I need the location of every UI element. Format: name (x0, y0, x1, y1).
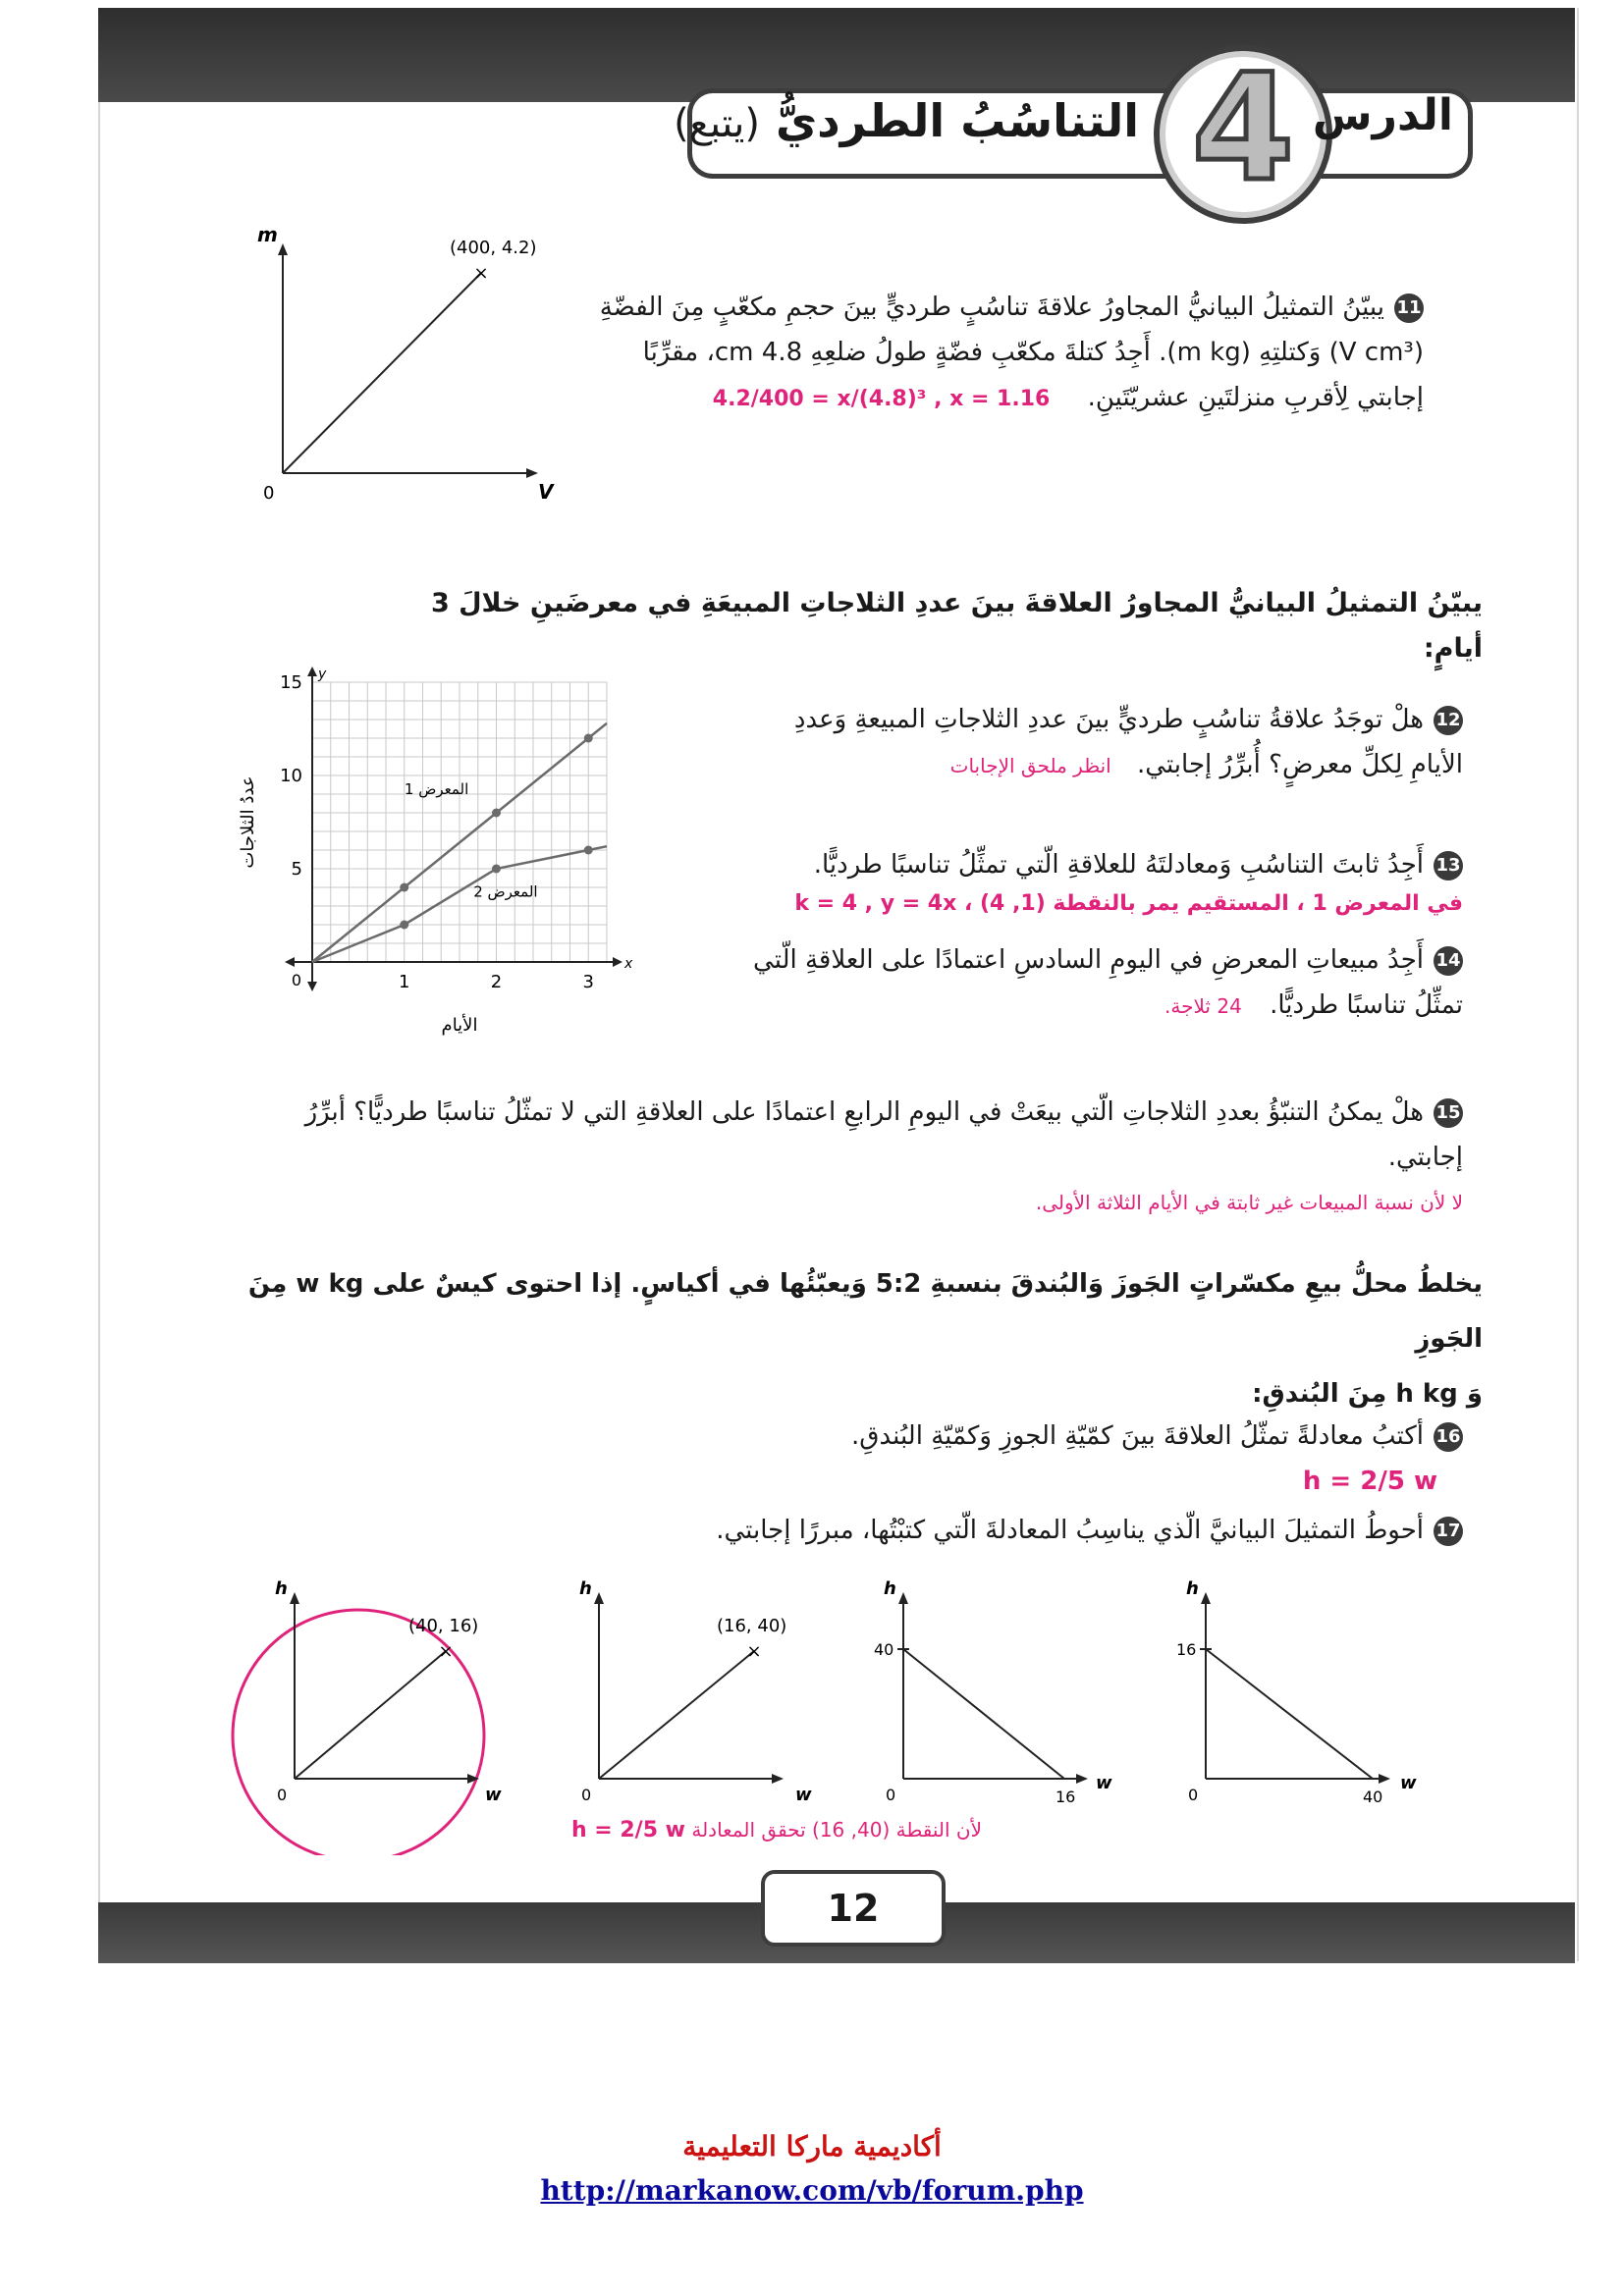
series-label-1: المعرض 1 (404, 780, 469, 798)
q11-line1 (589, 285, 1424, 330)
q17-answer (511, 1818, 982, 1842)
q17-o3-x-arrow (1076, 1774, 1088, 1784)
q11-x-label: V (538, 480, 554, 504)
q17-o4-x-arrow (1379, 1774, 1390, 1784)
credit-name: أكاديمية ماركا التعليمية (682, 2130, 942, 2163)
q11-point-mark: × (473, 263, 489, 284)
q11-y-label: m (257, 224, 278, 246)
q17-o3-x-tick: 16 (1056, 1788, 1076, 1806)
series-2-point (400, 921, 408, 930)
q17-o1-y-arrow (290, 1592, 299, 1604)
q11-point-label: (400, 4.2) (450, 238, 537, 258)
page-number: 12 (761, 1870, 946, 1947)
q17-block (589, 1508, 1463, 1553)
q11-block (589, 285, 1424, 422)
chart-y-symbol: y (318, 667, 327, 682)
q17-option-2[interactable] (579, 1578, 812, 1805)
q17-o3-y-label: h (884, 1578, 896, 1599)
q17-o2-point: (16, 40) (717, 1616, 787, 1636)
q17-o1-y-label: h (275, 1578, 288, 1599)
q13-line1 (687, 842, 1463, 887)
q17-text1: أحوطُ التمثيلَ البيانيَّ الّذي يناسِبُ المعادلةَ الّتي كتبْتُها، مبررًا إجابتي. (716, 1516, 1424, 1545)
q17-answer-text: لأن النقطة (40, 16) تحقق المعادلة (691, 1818, 982, 1842)
q16-answer: h = 2/5 w (1302, 1467, 1437, 1496)
chart-y-label: عددُ الثلاجات (238, 775, 258, 869)
chart-y-tick: 15 (280, 672, 302, 693)
q17-o4-x-label: w (1400, 1773, 1417, 1793)
q13-block (687, 842, 1463, 921)
q17-o2-origin: 0 (581, 1786, 592, 1804)
section2-intro: يبيّنُ التمثيلُ البيانيُّ المجاورُ العلاقةَ بينَ عددِ الثلاجاتِ المبيعَةِ في معرضَينِ خلالَ 3 أيامٍ: (430, 588, 1483, 664)
q17-option-4[interactable] (1176, 1578, 1417, 1806)
chart-y-arrow-down (307, 982, 317, 991)
q16-text1: أكتبُ معادلةً تمثّلُ العلاقةَ بينَ كمّيّةِ الجوزِ وَكمّيّةِ البُندقِ. (851, 1421, 1424, 1451)
q17-o4-origin: 0 (1188, 1786, 1199, 1804)
chart-x-arrow-left (285, 957, 295, 967)
q11-text1: يبيّنُ التمثيلُ البيانيُّ المجاورُ علاقةَ تناسُبٍ طرديٍّ بينَ حجمِ مكعّبٍ مِنَ الفضّةِ (599, 293, 1384, 322)
section3-intro-line1: يخلطُ محلُّ بيعِ مكسّراتٍ الجَوزَ وَالبُندقَ بنسبةِ 5:2 وَيعبّئُها في أكياسٍ. إذا احتوى كيسٌ على w kg مِنَ الجَوزِ (247, 1269, 1483, 1354)
q11-answer: 4.2/400 = x/(4.8)³ , x = 1.16 (712, 387, 1051, 411)
q15-line1 (226, 1090, 1463, 1180)
q17-o2-x-label: w (795, 1785, 812, 1805)
chart-x-tick: 2 (490, 972, 503, 992)
q12-text1: هلْ توجَدُ علاقةُ تناسُبٍ طرديٍّ بينَ عددِ الثلاجاتِ المبيعةِ وَعددِ (793, 705, 1424, 734)
q15-answer: لا لأن نسبة المبيعات غير ثابتة في الأيام الثلاثة الأولى. (1035, 1191, 1463, 1214)
q17-o3-origin: 0 (886, 1786, 896, 1804)
q12-answer: انظر ملحق الإجابات (949, 754, 1111, 777)
q12-text2: الأيامِ لِكلِّ معرضٍ؟ أُبرِّرُ إجابتي. (1137, 750, 1463, 779)
series-1-point (584, 734, 593, 743)
series-1-point (492, 809, 501, 818)
q11-line2: (V cm³) وَكتلتِهِ (m kg). أَجِدُ كتلةَ مكعّبِ فضّةٍ طولُ ضلعِهِ 4.8 cm، مقرِّبًا (642, 338, 1424, 367)
q16-block (687, 1414, 1463, 1504)
q11-number: 11 (1394, 294, 1424, 323)
chart-x-label: الأيام (441, 1015, 478, 1036)
q14-answer: 24 ثلاجة. (1164, 994, 1242, 1018)
q17-o2-line (599, 1651, 754, 1779)
q17-o3-y-tick: 40 (874, 1640, 894, 1659)
lesson-title-main: التناسُبُ الطرديُّ (775, 94, 1139, 147)
q13-text1: أَجِدُ ثابتَ التناسُبِ وَمعادلتَهُ للعلاقةِ الّتي تمثِّلُ تناسبًا طرديًّا. (813, 850, 1424, 880)
q17-o3-x-label: w (1096, 1773, 1112, 1793)
q11-y-arrow (278, 243, 288, 255)
chart-y-arrow (307, 667, 317, 676)
q16-number: 16 (1434, 1422, 1463, 1452)
q17-o4-y-arrow (1201, 1592, 1211, 1604)
q13-answer: في المعرض 1 ، المستقيم يمر بالنقطة (1, 4) ، k = 4 , y = 4x (794, 891, 1463, 916)
q17-o1-point-mark: × (438, 1641, 454, 1662)
series-1-point (400, 883, 408, 892)
q17-graphs (226, 1561, 1463, 1855)
fridge-chart (226, 658, 638, 1041)
q17-o2-y-label: h (579, 1578, 592, 1599)
q17-o1-line (295, 1651, 446, 1779)
q17-o3-y-arrow (898, 1592, 908, 1604)
q14-block (687, 937, 1463, 1029)
lesson-title (674, 94, 1139, 163)
chart-x-symbol: x (624, 956, 633, 972)
q11-origin: 0 (263, 483, 275, 504)
series-label-2: المعرض 2 (473, 882, 538, 901)
q11-graph (245, 224, 569, 508)
q17-o1-origin: 0 (277, 1786, 288, 1804)
q17-answer-eq: h = 2/5 w (570, 1818, 685, 1842)
q14-number: 14 (1434, 946, 1463, 976)
q12-number: 12 (1434, 706, 1463, 735)
q14-text2: تمثِّلُ تناسبًا طرديًّا. (1270, 990, 1463, 1020)
q17-o2-y-arrow (594, 1592, 604, 1604)
q14-line2 (687, 983, 1463, 1029)
chart-origin: 0 (291, 971, 302, 989)
q14-text1: أَجِدُ مبيعاتِ المعرضِ في اليومِ السادسِ اعتمادًا على العلاقةِ الّتي (753, 945, 1424, 975)
q17-option-3[interactable] (874, 1578, 1112, 1806)
credit-url-link[interactable]: http://markanow.com/vb/forum.php (540, 2174, 1084, 2207)
q12-block (687, 697, 1463, 788)
q17-o4-y-label: h (1186, 1578, 1199, 1599)
q11-text3: إجابتي لِأقربِ منزلتَينِ عشريّتَينِ. (1087, 383, 1424, 412)
chart-y-tick: 10 (280, 766, 302, 786)
section3-intro (226, 1256, 1483, 1421)
q17-number: 17 (1434, 1517, 1463, 1546)
chart-x-tick: 3 (582, 972, 594, 992)
series-2-point (584, 846, 593, 855)
section3-intro-line2: وَ h kg مِنَ البُندقِ: (1252, 1379, 1483, 1409)
lesson-number: 4 (1191, 43, 1295, 214)
q15-block (226, 1090, 1463, 1225)
q11-line3 (589, 375, 1424, 422)
q17-o4-line (1206, 1649, 1373, 1779)
q17-o2-point-mark: × (746, 1641, 762, 1662)
lesson-title-suffix: (يتبع) (674, 101, 760, 146)
q11-line (283, 273, 481, 473)
q17-o2-x-arrow (772, 1774, 784, 1784)
chart-y-tick: 5 (291, 859, 302, 880)
q17-o4-x-tick: 40 (1363, 1788, 1383, 1806)
q17-o1-x-label: w (485, 1785, 502, 1805)
q17-o4-y-tick: 16 (1176, 1640, 1197, 1659)
q15-number: 15 (1434, 1098, 1463, 1128)
q12-line2 (687, 742, 1463, 788)
chart-x-tick: 1 (399, 972, 410, 992)
lesson-word: الدرس (1312, 90, 1453, 140)
q12-line1 (687, 697, 1463, 742)
series-2-point (492, 865, 501, 874)
q13-number: 13 (1434, 851, 1463, 881)
chart-x-arrow (613, 957, 623, 967)
q11-x-arrow (526, 468, 538, 478)
q17-o1-point: (40, 16) (408, 1616, 479, 1636)
q14-line1 (687, 937, 1463, 983)
q17-o3-line (903, 1649, 1064, 1779)
q15-text1: هلْ يمكنُ التنبّؤُ بعددِ الثلاجاتِ الّتي بيعَتْ في اليومِ الرابعِ اعتمادًا على العلاقةِ التي لا تمثّلُ تناسبًا طرديًّا؟ أبرِّرُ إجابتي. (304, 1097, 1463, 1172)
